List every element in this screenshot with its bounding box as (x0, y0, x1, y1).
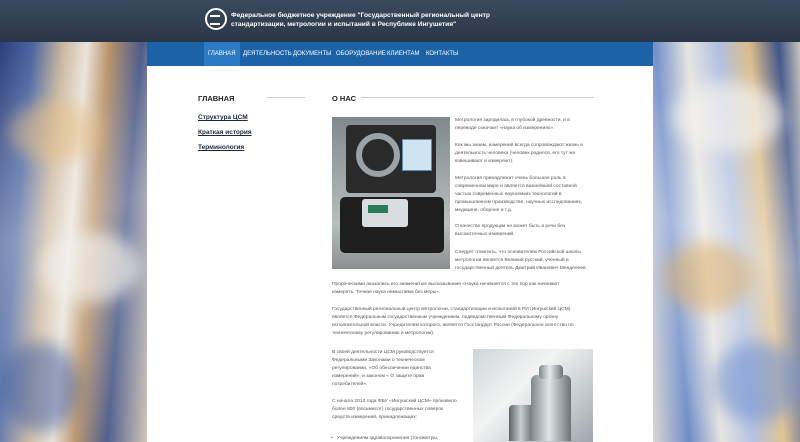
text-line: медицине, обороне и т.д. (455, 208, 513, 213)
device-box (402, 139, 432, 171)
text-line: деятельность человека (человек родился, его тут же (455, 151, 576, 156)
paragraph-7 (332, 306, 574, 338)
text-line: взвешивают и измеряют). (455, 159, 514, 164)
text-line: частью современных наукоемких технологий в (455, 192, 562, 197)
nav-item-home[interactable]: ГЛАВНАЯ (204, 42, 240, 66)
text-line: высокоточных измерений. (455, 232, 515, 237)
text-line: промышленном производстве, научных исследованиях, (455, 200, 583, 205)
text-line: Метрология принадлежит очень большая роль в (455, 176, 566, 181)
paragraph-8 (332, 349, 434, 389)
text-line: является Федеральным государственным учреждением, подведомственным Федеральному органу (332, 315, 559, 320)
sidebar-link-history[interactable]: Краткая история (198, 129, 252, 136)
text-line: Пророческими оказались его знаменитые высказывания «Наука начинается с тех пор как начинают (332, 282, 560, 287)
text-line: современном мире и является важнейшей составной (455, 184, 577, 189)
text-line: более 800 (восьмисот) государственных поверок (332, 407, 444, 412)
sidebar-title: ГЛАВНАЯ (198, 94, 235, 103)
main-nav (147, 42, 653, 66)
hose-coil (356, 133, 400, 177)
list-item-text: Учреждениям здравоохранения (тонометры, (336, 436, 439, 441)
text-line: измерять. Точная наука немыслима без меры». (332, 290, 441, 295)
text-line: В своей деятельности ЦСМ руководствуется (332, 350, 434, 355)
text-line: государственный деятель Дмитрий Иванович Менделеев. (455, 266, 587, 271)
text-line: измерений», и законом « О защите прав (332, 374, 425, 379)
text-line: Федеральными Законами о техническом (332, 358, 425, 363)
device-screen (368, 205, 388, 213)
logo-icon[interactable] (205, 8, 227, 30)
weights-photo (473, 349, 593, 442)
text-line: потребителей». (332, 382, 368, 387)
paragraph-9 (332, 398, 457, 422)
paragraph-5 (455, 249, 587, 273)
text-line: С начала 2013 года ФБУ «Ингушский ЦСМ» произвело (332, 399, 457, 404)
org-name-line2: стандартизации, метрологии и испытаний в Республике Ингушетия" (231, 20, 457, 28)
text-line: переводе означает «наука об измерениях». (455, 126, 555, 131)
title-divider (361, 97, 594, 98)
text-line: Следует отметить, что основателем Российской школы (455, 250, 581, 255)
text-line: Государственный региональный центр метрологии, стандартизации и испытаний в РИ (Ингушский ЦСМ) (332, 307, 571, 312)
page-title: О НАС (332, 94, 356, 103)
weight-knob (539, 365, 563, 379)
text-line: метрологии является Великий русский, ученный и (455, 258, 569, 263)
org-name-line1: Федеральное бюджетное учреждение "Государственный региональный центр (231, 12, 490, 19)
text-line: средств измерений, принадлежащих: (332, 415, 418, 420)
sidebar-link-structure[interactable]: Структура ЦСМ (198, 114, 248, 121)
nav-item-activity[interactable]: ДЕЯТЕЛЬНОСТЬ (243, 51, 292, 57)
header-bar (0, 0, 800, 42)
paragraph-6 (332, 281, 559, 297)
nav-item-documents[interactable]: ДОКУМЕНТЫ (293, 51, 332, 57)
nav-item-clients[interactable]: КЛИЕНТАМ (387, 51, 420, 57)
left-background (0, 42, 147, 442)
paragraph-2 (455, 142, 583, 166)
text-line: техническому регулированию и метрологии). (332, 331, 435, 336)
text-line: регулировании, «Об обеспечении единства (332, 366, 431, 371)
sidebar-divider (267, 97, 305, 98)
nav-item-equipment[interactable]: ОБОРУДОВАНИЕ (336, 51, 386, 57)
paragraph-1 (455, 117, 570, 133)
org-name (231, 12, 491, 29)
measuring-device (362, 199, 408, 227)
text-line: О качестве продукции не может быть и речи без (455, 224, 565, 229)
text-line: Метрология зародилась в глубокой древности, и в (455, 118, 570, 123)
right-background (653, 42, 800, 442)
list-item: • Учреждениям здравоохранения (тонометры, (331, 436, 439, 441)
content-page (147, 66, 653, 442)
text-line: исполнительной власти. Учредителем которого, является Госстандарт России (Федеральное агентство по (332, 323, 574, 328)
paragraph-3 (455, 175, 582, 215)
nav-item-contacts[interactable]: КОНТАКТЫ (426, 51, 459, 57)
text-line: Как мы знаем, измерения всегда сопровождают жизнь и (455, 143, 584, 148)
sidebar-link-terminology[interactable]: Терминология (198, 144, 245, 151)
equipment-photo (332, 117, 450, 269)
large-weight (531, 375, 571, 441)
paragraph-4 (455, 223, 565, 239)
